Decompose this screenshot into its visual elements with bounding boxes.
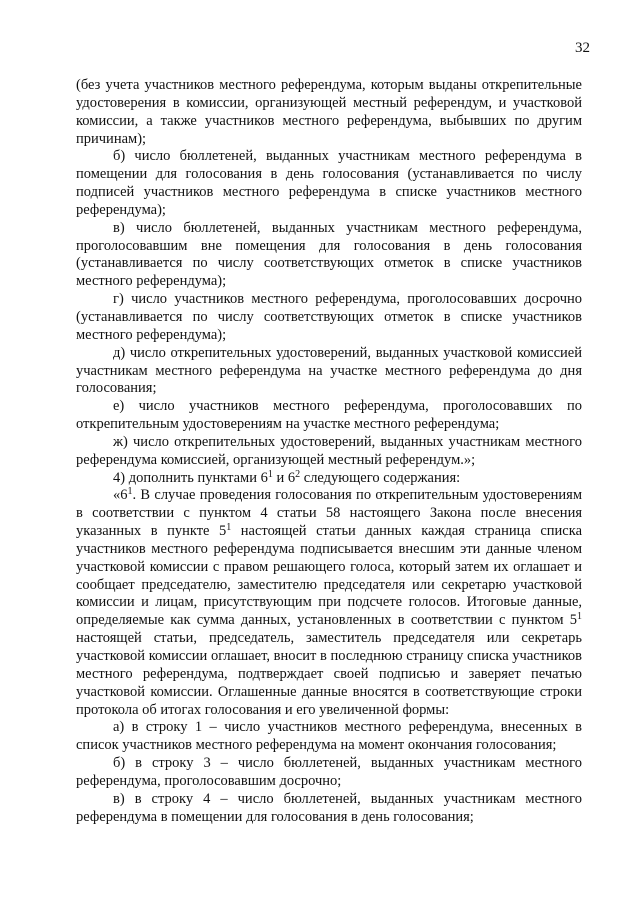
page-number: 32: [575, 40, 590, 56]
paragraph-item-zh: ж) число открепительных удостоверений, выданных участникам местного референдума комиссией, организующей местный референдум.»;: [76, 433, 582, 468]
paragraph-item-b: б) число бюллетеней, выданных участникам местного референдума в помещении для голосования в день голосования (устанавливается по числу подписей участников местного референдума в списке участников местного референдума);: [76, 148, 582, 218]
paragraph-line-1: а) в строку 1 – число участников местного референдума, внесенных в список участников местного референдума на момент окончания голосования;: [76, 719, 582, 754]
paragraph-line-4: в) в строку 4 – число бюллетеней, выданных участникам местного референдума в помещении для голосования в день голосования;: [76, 790, 582, 825]
paragraph-continuation: (без учета участников местного референдума, которым выданы открепительные удостоверения в комиссии, организующей местный референдум, и участковой комиссии, а также участников местного референдума, выбывших по другим причинам);: [76, 77, 582, 147]
document-body: [76, 77, 582, 826]
paragraph-item-v: в) число бюллетеней, выданных участникам местного референдума, проголосовавшим вне помещения для голосования в день голосования (устанавливается по числу соответствующих отметок в списке участников местного референдума);: [76, 219, 582, 290]
paragraph-item-d: д) число открепительных удостоверений, выданных участковой комиссией участникам местного референдума на участке местного референдума до дня голосования;: [76, 344, 582, 397]
paragraph-point-6-1: «$6^1$. В случае проведения голосования по открепительным удостоверениям в соответствии с пунктом 4 статьи 58 настоящего Закона после внесения указанных в пункте $5^1$ настоящей статьи данных каждая страница списка участников местного референдума подписывается внесшим эти данные членом участковой комиссии с правом решающего голоса, который затем их оглашает и сообщает председателю, заместителю председателя или секретарю участковой комиссии и лицам, присутствующим при подсчете голосов. Итоговые данные, определяемые как сумма данных, установленных в соответствии с пунктом $5^1$ настоящей статьи, председатель, заместитель председателя или секретарь участковой комиссии оглашает, вносит в последнюю страницу списка участников местного референдума, подтверждает своей подписью и заверяет печатью участковой комиссии. Оглашенные данные вносятся в соответствующие строки протокола об итогах голосования и его увеличенной формы:: [76, 486, 583, 718]
paragraph-item-g: г) число участников местного референдума, проголосовавших досрочно (устанавливается по числу соответствующих отметок в списке участников местного референдума);: [76, 291, 582, 343]
paragraph-item-e: е) число участников местного референдума, проголосовавших по открепительным удостоверениям на участке местного референдума;: [76, 398, 582, 433]
paragraph-amendment-4: 4) дополнить пунктами $6^1$ и $6^2$ следующего содержания:: [113, 468, 461, 486]
paragraph-line-3: б) в строку 3 – число бюллетеней, выданных участникам местного референдума, проголосовавшим досрочно;: [76, 755, 582, 789]
